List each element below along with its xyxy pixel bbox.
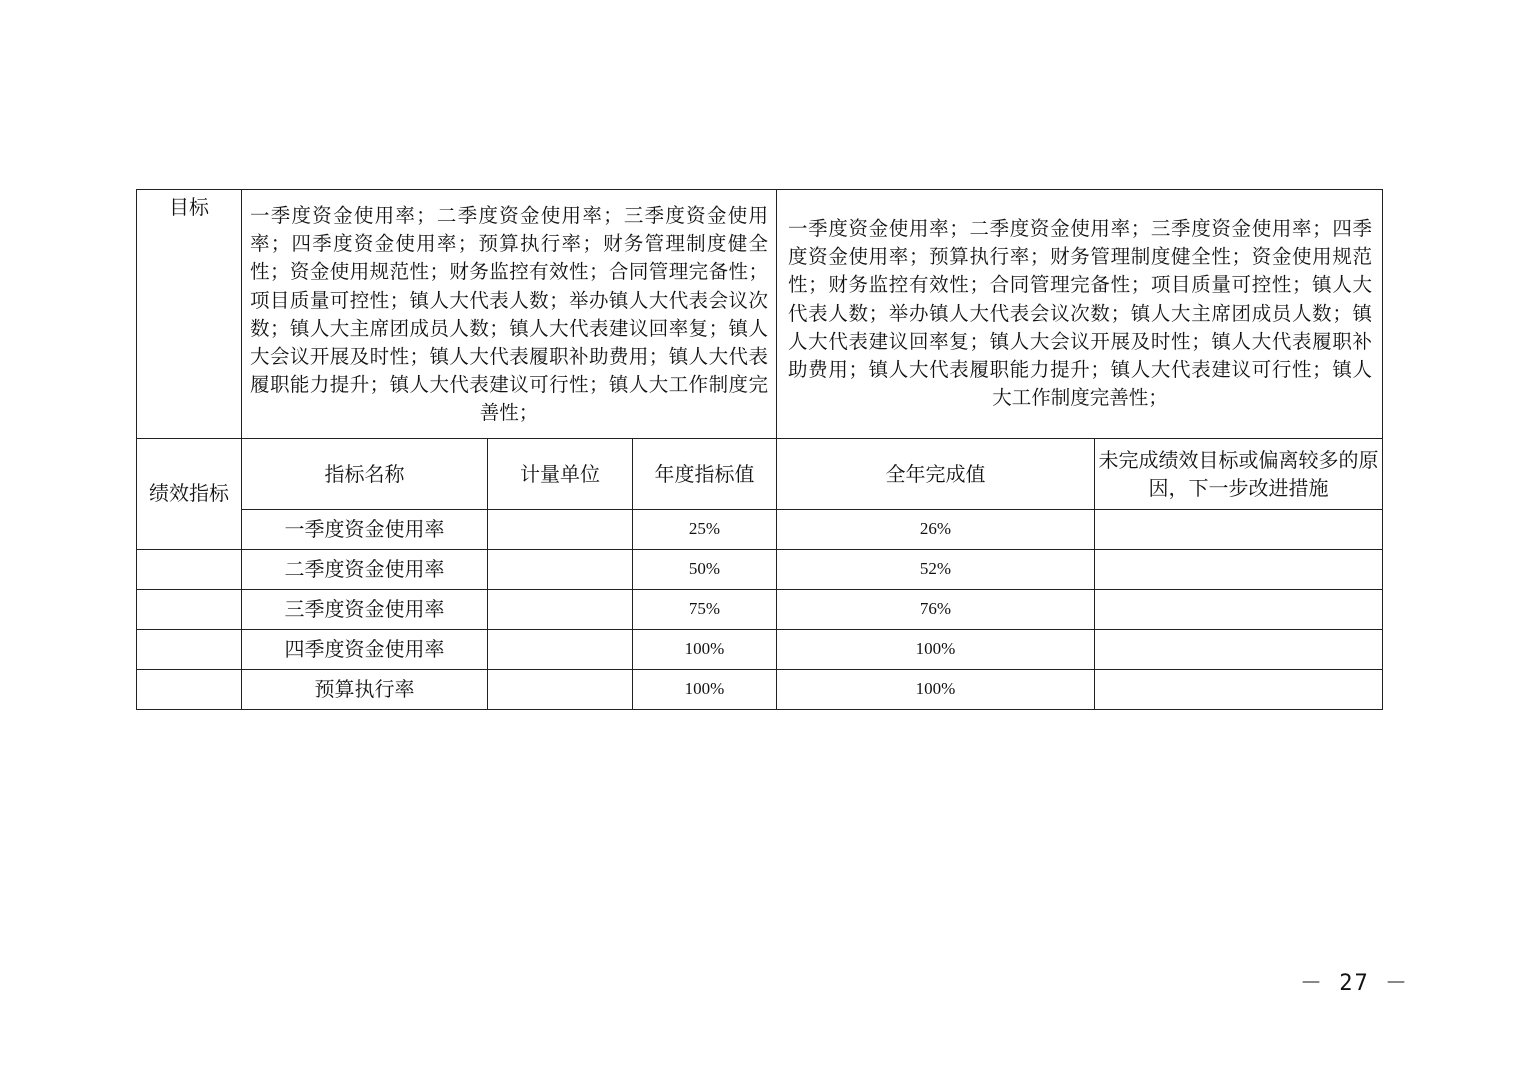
metric-reason (1095, 549, 1383, 589)
metric-reason (1095, 509, 1383, 549)
goal-planned-text: 一季度资金使用率；二季度资金使用率；三季度资金使用率；四季度资金使用率；预算执行率；财务管理制度健全性；资金使用规范性；财务监控有效性；合同管理完备性；项目质量可控性；镇人大代表人数；举办镇人大代表会议次数；镇人大主席团成员人数；镇人大代表建议回率复；镇人大会议开展及时性；镇人大代表履职补助费用；镇人大代表履职能力提升；镇人大代表建议可行性；镇人大工作制度完善性； (242, 190, 777, 439)
metric-unit (488, 629, 633, 669)
goal-actual-text: 一季度资金使用率；二季度资金使用率；三季度资金使用率；四季度资金使用率；预算执行率；财务管理制度健全性；资金使用规范性；财务监控有效性；合同管理完备性；项目质量可控性；镇人大代表人数；举办镇人大代表会议次数；镇人大主席团成员人数；镇人大代表建议回率复；镇人大会议开展及时性；镇人大代表履职补助费用；镇人大代表履职能力提升；镇人大代表建议可行性；镇人大工作制度完善性； (777, 190, 1383, 439)
performance-table (136, 189, 1383, 710)
metrics-header-row (137, 438, 1383, 509)
metric-name: 四季度资金使用率 (242, 629, 488, 669)
metric-target: 50% (633, 549, 777, 589)
metric-actual: 52% (777, 549, 1095, 589)
metric-name: 一季度资金使用率 (242, 509, 488, 549)
table-row (137, 589, 1383, 629)
metric-actual: 76% (777, 589, 1095, 629)
metric-target: 100% (633, 629, 777, 669)
metric-name: 三季度资金使用率 (242, 589, 488, 629)
table-row (137, 549, 1383, 589)
table-row (137, 629, 1383, 669)
metric-reason (1095, 589, 1383, 629)
row-label-empty (137, 549, 242, 589)
metric-target: 75% (633, 589, 777, 629)
metric-unit (488, 589, 633, 629)
header-unit: 计量单位 (488, 438, 633, 509)
page-number: － 27 － (1300, 971, 1409, 996)
metrics-label: 绩效指标 (137, 438, 242, 549)
metric-target: 100% (633, 669, 777, 709)
header-annual-target: 年度指标值 (633, 438, 777, 509)
row-label-empty (137, 629, 242, 669)
metric-name: 预算执行率 (242, 669, 488, 709)
metric-unit (488, 509, 633, 549)
metric-reason (1095, 629, 1383, 669)
metric-reason (1095, 669, 1383, 709)
header-reason: 未完成绩效目标或偏离较多的原因，下一步改进措施 (1095, 438, 1383, 509)
goal-row (137, 190, 1383, 439)
metric-unit (488, 669, 633, 709)
table-row (137, 509, 1383, 549)
metric-name: 二季度资金使用率 (242, 549, 488, 589)
row-label-empty (137, 589, 242, 629)
metric-actual: 100% (777, 669, 1095, 709)
table-row (137, 669, 1383, 709)
metric-unit (488, 549, 633, 589)
row-label-empty (137, 669, 242, 709)
metric-actual: 100% (777, 629, 1095, 669)
header-annual-actual: 全年完成值 (777, 438, 1095, 509)
metric-target: 25% (633, 509, 777, 549)
metric-actual: 26% (777, 509, 1095, 549)
goal-label: 目标 (137, 190, 242, 439)
header-metric-name: 指标名称 (242, 438, 488, 509)
